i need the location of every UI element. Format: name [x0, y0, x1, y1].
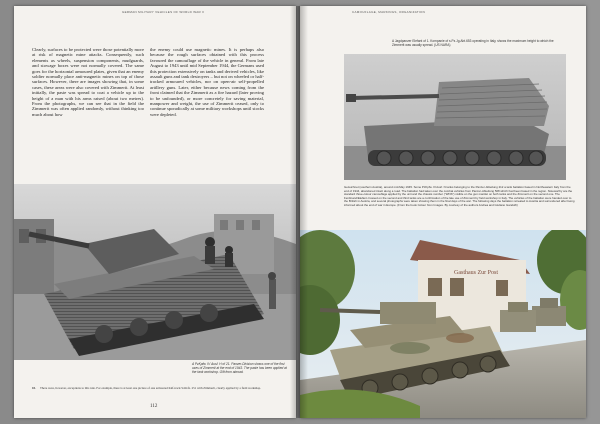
left-footnote: There were, however, exceptions to this rule. For example, there is at least one picture of one armoured half-track Sd.Kfz. 251 with Zimmerit, clearly applied by a field workshop. — [40, 386, 262, 390]
footnote-marker: 10. — [32, 386, 36, 390]
left-page — [14, 6, 296, 418]
left-photo-caption: A PzKpfw. IV Ausf. H of 21. Panzer-Division shows one of the first uses of Zimmerit at the end of 1943. The paste has been applied at the tank workshop. Gift from abroad. — [192, 362, 287, 374]
left-photo-panzer-iv — [14, 184, 296, 360]
right-middle-caption: Gezeichnet (southern Austria), around mid-May 1945. Some PzKpfw. III Ausf. N tanks belonging to the Panzer-Abteilung 212 a tank battalion based in Northeastern Italy from the end of 1944, abandoned intact along a road. The battalion had taken over the combat vehicles from Panzer-Abteilung 508 which had been based in the region. Noteworthy are the standard three-colour camouflage applied by the unit and the chassis number ("WNS") visible on the gun mantlet on both tanks and the Zimmerit on the second one. The Ferdinand/Elefant crossed on the second and third tanks are a confirmation of the late use of Zimmerit by field workshop in Italy. The vehicles of the battalion were handed over to the British in Austria, and several photographs were taken showing them in the final days of the war. The following days the battalion retreated to Austria and surrendered after being informed about the end of war in Europe. (From the book Colour from Images. By courtesy of the authors Andrea and Giuliano Gandolfi) — [344, 185, 575, 207]
page-number: 112 — [150, 404, 158, 409]
left-text-column-2: the enemy could use magnetic mines. It is perhaps also because the rough surfaces obtained with this process favoured the camouflage of the vehicle in general. From late August to 1943 until mid September 1944, the Germans used this protection extensively on tanks and derived vehicles, like assault guns and tank destroyers – but not on wheeled or half-tracked armoured vehicles, nor on open-air self-propelled artillery guns. Later, either because news coming from the front claimed that the Zimmerit as a fire hazard (later proving to be unfounded), or more concretely for saving material, manpower and weight, the use of Zimmerit ceased, only to continue sporadically at some military workshops until stocks were depleted. — [150, 47, 264, 117]
left-text-column-1: Clearly, surfaces to be protected were those potentially more at risk of magnetic mine attacks. Consequently, such elements as wheels, suspension components, mudguards, and stowage boxes were not normally covered. The same goes for the horizontal armoured plates, given that an enemy soldier normally place anti-magnetic mines on top of those surfaces. However, there are images showing that, in some cases, these areas were also covered with Zimmerit. At least initially, the paste was spread to coat a vehicle up to the height of a man with his arms raised (about two metres). From the photographs, we can see that in the field the Zimmerit was often applied randomly, without thinking too much about how — [32, 47, 144, 117]
right-photo-elefant — [344, 54, 566, 180]
right-page — [300, 6, 586, 418]
shop-sign: Gasthaus Zur Post — [454, 270, 498, 276]
right-running-head: CAMOUFLAGE, MARKINGS, ORGANIZATION — [352, 10, 426, 14]
right-top-caption: A Jagdpanzer Elefant of 1. Kompanie of s.Pz.Jg.Abt.653 operating in Italy, shows the maximum height to which the Zimmerit was usually spread. (US NARA) — [392, 39, 554, 47]
right-photo-color-tanks — [300, 230, 586, 418]
left-running-head: GERMAN MILITARY VEHICLES OF WORLD WAR II — [122, 10, 205, 14]
